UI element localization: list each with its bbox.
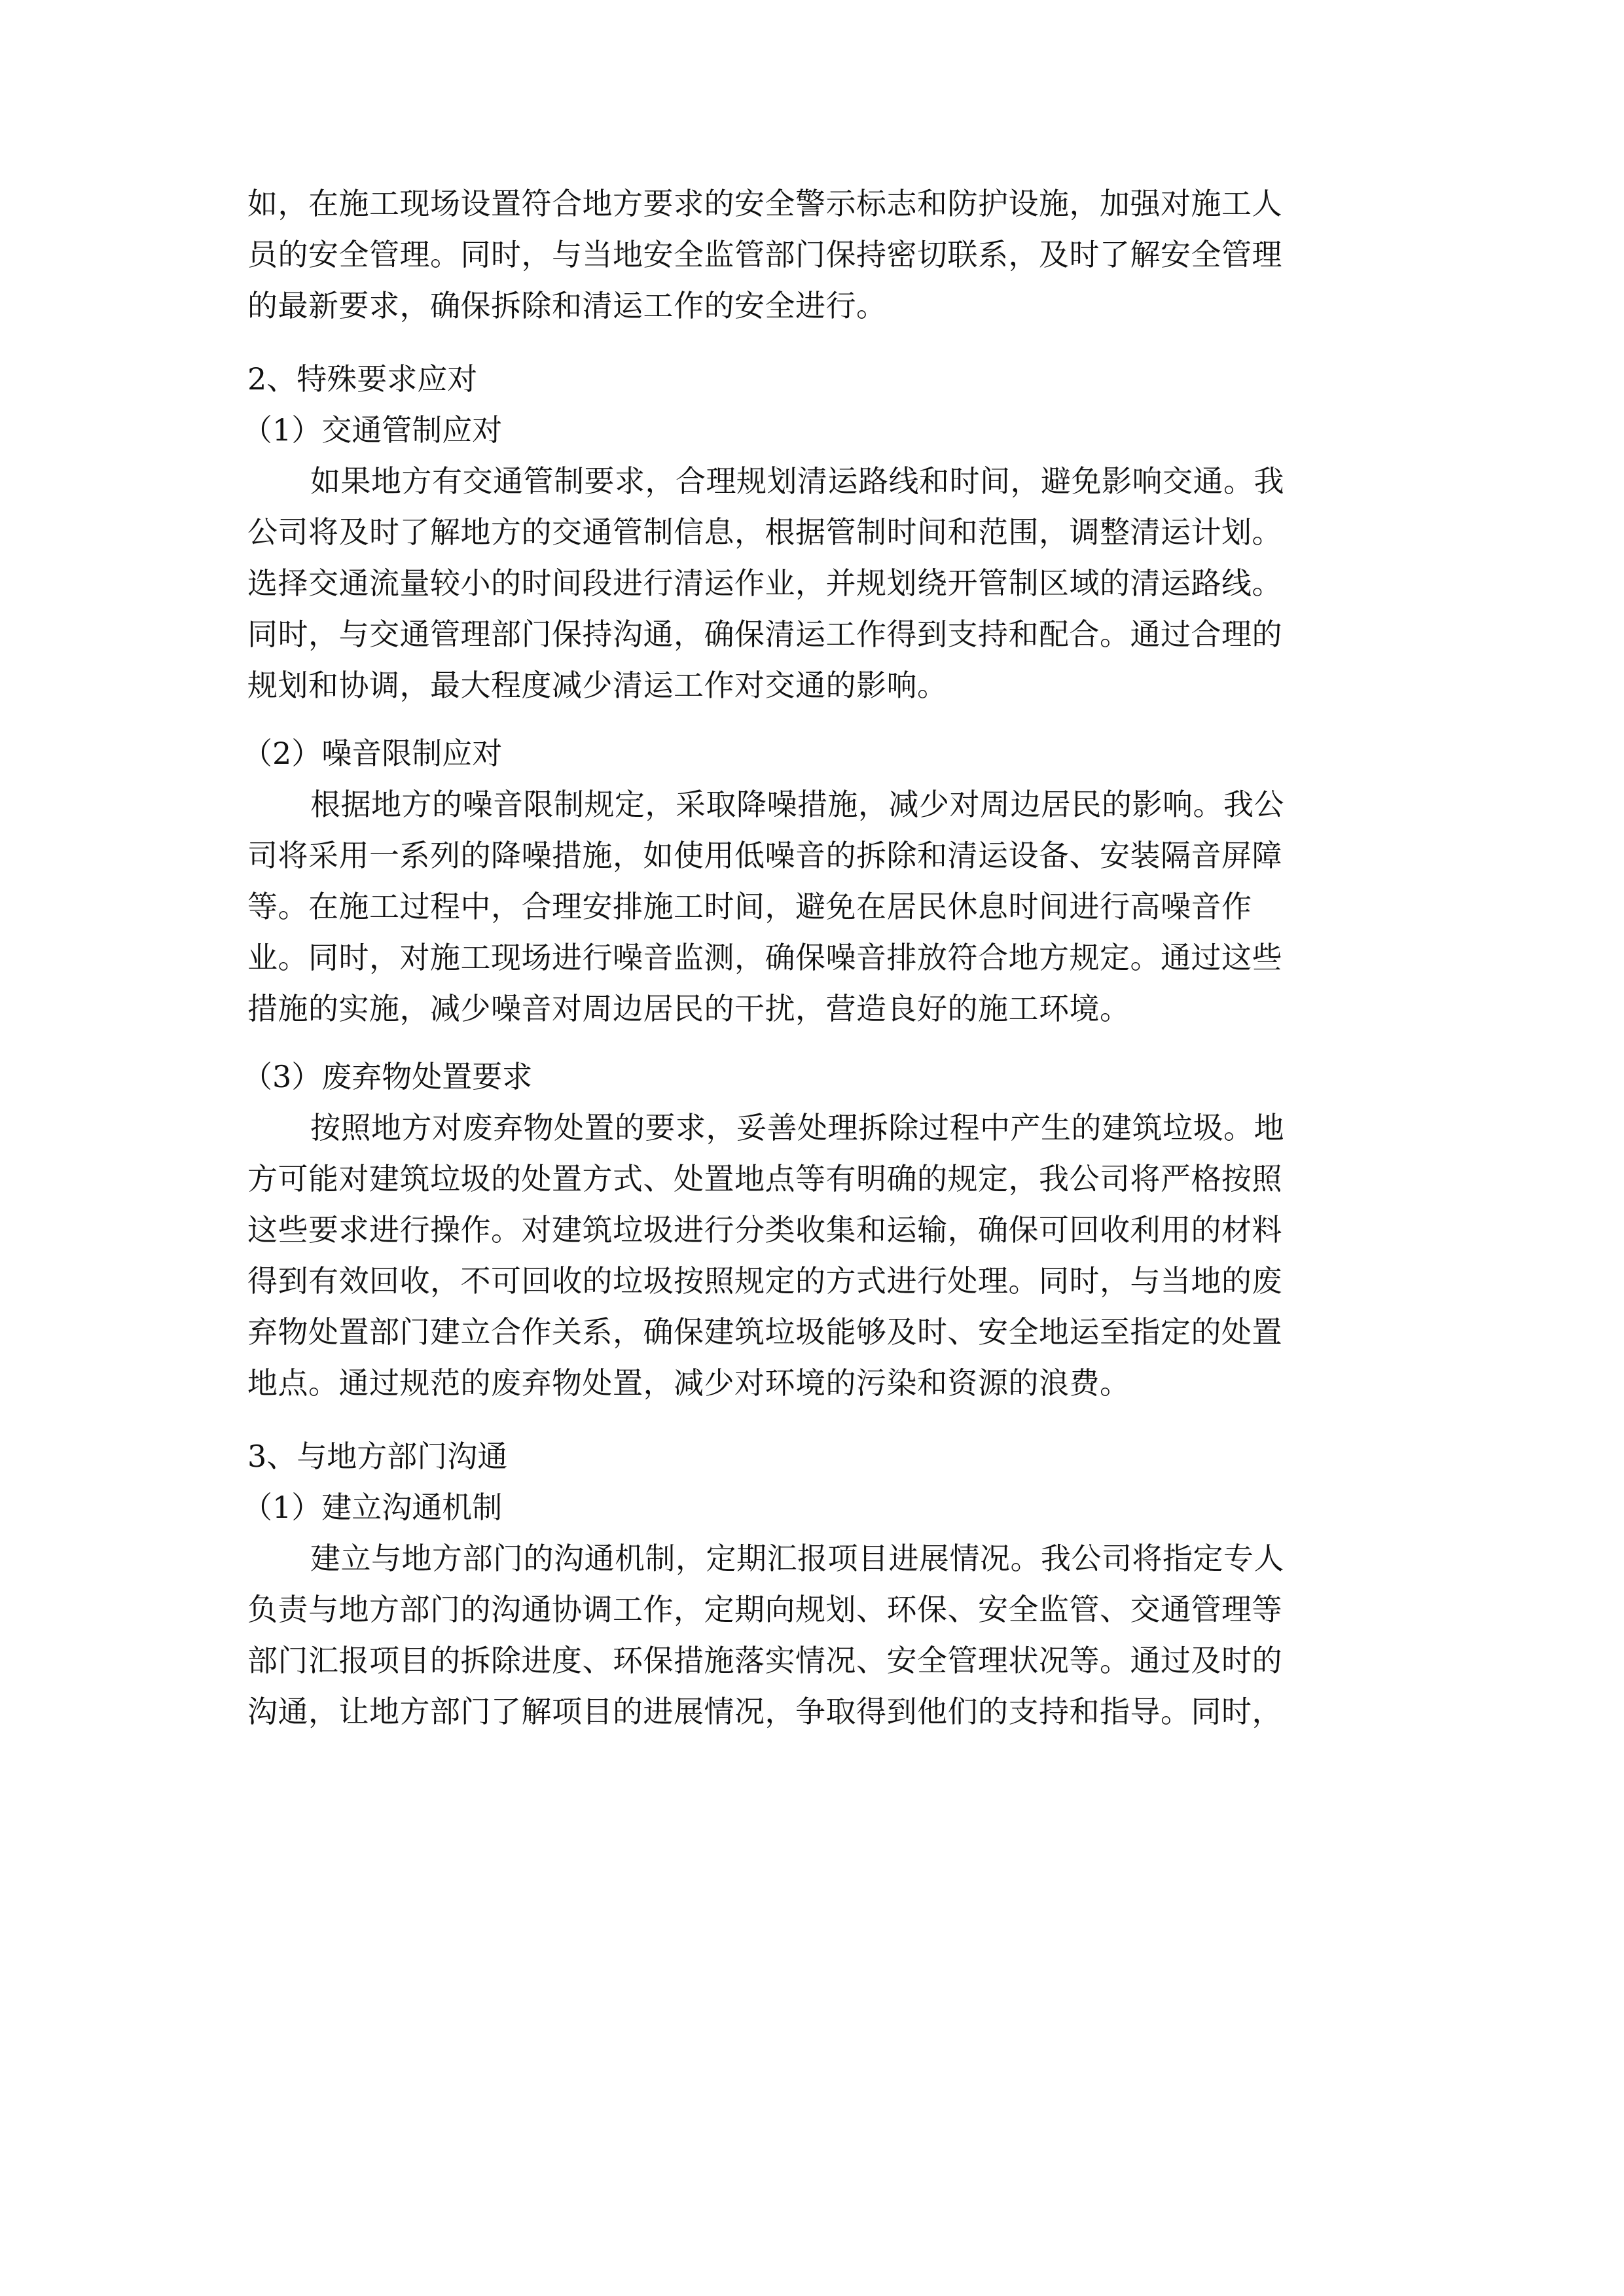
text-line: 员的安全管理。同时，与当地安全监管部门保持密切联系，及时了解安全管理 xyxy=(247,237,1282,272)
text-line: 弃物处置部门建立合作关系，确保建筑垃圾能够及时、安全地运至指定的处置 xyxy=(247,1314,1282,1350)
text-line: 方可能对建筑垃圾的处置方式、处置地点等有明确的规定，我公司将严格按照 xyxy=(247,1161,1282,1196)
text-line: 的最新要求，确保拆除和清运工作的安全进行。 xyxy=(247,288,887,323)
text-line: 这些要求进行操作。对建筑垃圾进行分类收集和运输，确保可回收利用的材料 xyxy=(247,1212,1282,1247)
text-line: 负责与地方部门的沟通协调工作，定期向规划、环保、安全监管、交通管理等 xyxy=(247,1592,1282,1627)
paragraph-communication xyxy=(247,1533,1390,1737)
text-line: 规划和协调，最大程度减少清运工作对交通的影响。 xyxy=(247,668,948,703)
text-line: 业。同时，对施工现场进行噪音监测，确保噪音排放符合地方规定。通过这些 xyxy=(247,940,1282,975)
paragraph-waste xyxy=(247,1102,1390,1408)
document-body xyxy=(242,178,1390,1737)
subsection-title-waste: （3）废弃物处置要求 xyxy=(242,1059,533,1094)
text-line: 地点。通过规范的废弃物处置，减少对环境的污染和资源的浪费。 xyxy=(247,1365,1130,1401)
text-line: 如果地方有交通管制要求，合理规划清运路线和时间，避免影响交通。我 xyxy=(310,463,1284,499)
text-line: 同时，与交通管理部门保持沟通，确保清运工作得到支持和配合。通过合理的 xyxy=(247,617,1282,652)
subsection-title-noise: （2）噪音限制应对 xyxy=(242,736,503,771)
text-line: 部门汇报项目的拆除进度、环保措施落实情况、安全管理状况等。通过及时的 xyxy=(247,1643,1282,1678)
text-line: 如，在施工现场设置符合地方要求的安全警示标志和防护设施，加强对施工人 xyxy=(247,186,1282,221)
text-line: 得到有效回收，不可回收的垃圾按照规定的方式进行处理。同时，与当地的废 xyxy=(247,1263,1282,1299)
intro-paragraph xyxy=(247,178,1390,331)
section-heading-3: 3、与地方部门沟通 xyxy=(247,1439,508,1474)
section-heading-2: 2、特殊要求应对 xyxy=(247,361,478,397)
text-line: 建立与地方部门的沟通机制，定期汇报项目进展情况。我公司将指定专人 xyxy=(310,1541,1284,1576)
paragraph-traffic xyxy=(247,456,1390,711)
text-line: 司将采用一系列的降噪措施，如使用低噪音的拆除和清运设备、安装隔音屏障 xyxy=(247,838,1282,873)
subsection-title-communication: （1）建立沟通机制 xyxy=(242,1490,503,1525)
subsection-title-traffic: （1）交通管制应对 xyxy=(242,412,503,448)
text-line: 按照地方对废弃物处置的要求，妥善处理拆除过程中产生的建筑垃圾。地 xyxy=(310,1110,1284,1145)
text-line: 沟通，让地方部门了解项目的进展情况，争取得到他们的支持和指导。同时， xyxy=(247,1694,1282,1729)
paragraph-noise xyxy=(247,779,1390,1034)
text-line: 根据地方的噪音限制规定，采取降噪措施，减少对周边居民的影响。我公 xyxy=(310,787,1284,822)
text-line: 公司将及时了解地方的交通管制信息，根据管制时间和范围，调整清运计划。 xyxy=(247,514,1282,550)
text-line: 选择交通流量较小的时间段进行清运作业，并规划绕开管制区域的清运路线。 xyxy=(247,565,1282,601)
text-line: 措施的实施，减少噪音对周边居民的干扰，营造良好的施工环境。 xyxy=(247,991,1130,1026)
text-line: 等。在施工过程中，合理安排施工时间，避免在居民休息时间进行高噪音作 xyxy=(247,889,1252,924)
